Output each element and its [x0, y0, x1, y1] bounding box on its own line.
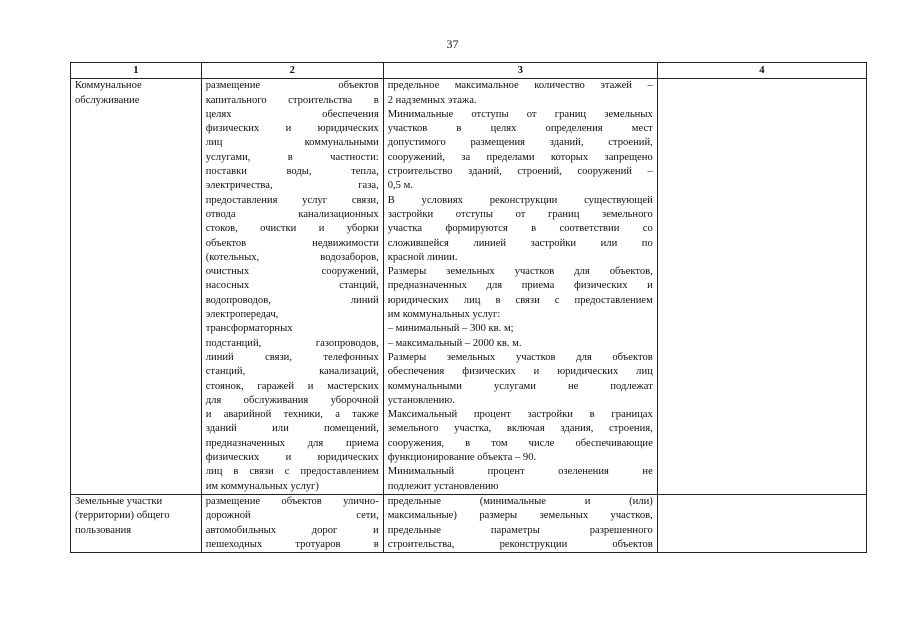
cell-text-line: участка формируются в соответствии со [387, 223, 653, 235]
cell-text-line: капитального строительства в [205, 94, 379, 106]
cell-text-line: пользования [75, 524, 132, 536]
cell-text-line: Размеры земельных участков для объектов, [387, 266, 653, 278]
cell-text-line: целях обеспечения [205, 108, 379, 120]
cell-text-line: предоставления услуг связи, [205, 194, 379, 206]
cell-text-line: установлению. [387, 394, 455, 406]
table-cell-col-2 [201, 79, 383, 495]
cell-text-line: 2 надземных этажа. [387, 94, 477, 106]
cell-text-line: поставки воды, тепла, [205, 166, 379, 178]
cell-text-line: подлежит установлению [387, 480, 499, 492]
cell-text-line: пешеходных тротуаров в [205, 538, 379, 550]
cell-text-line: Земельные участки [75, 495, 163, 507]
table-cell-col-4 [657, 494, 866, 552]
table-cell-col-4 [657, 79, 866, 495]
cell-text-line: предельное максимальное количество этажей – [387, 80, 653, 92]
cell-text-line: стоянок, гаражей и мастерских [205, 380, 379, 392]
cell-text-line: подстанций, газопроводов, [205, 337, 379, 349]
cell-text-line: электричества, газа, [205, 180, 379, 192]
cell-text-line: участков в целях определения мест [387, 123, 653, 135]
cell-text-line: зданий или помещений, [205, 423, 379, 435]
cell-text-line: отвода канализационных [205, 208, 379, 220]
cell-text-line: красной линии. [387, 251, 458, 263]
header-row [71, 63, 867, 79]
table-cell-col-3 [383, 494, 657, 552]
cell-text-line: предназначенных для приема физических и [387, 280, 653, 292]
cell-text-line: очистных сооружений, [205, 266, 379, 278]
cell-text-line: Коммунальное [75, 80, 142, 92]
cell-text-line: предназначенных для приема [205, 437, 379, 449]
cell-text-line: дорожной сети, [205, 510, 379, 522]
table-cell-col-1 [71, 79, 202, 495]
cell-text-line: Минимальный процент озеленения не [387, 466, 653, 478]
cell-text-line: обеспечения физических и юридических лиц [387, 366, 653, 378]
cell-text-line: сооружения, в том числе обеспечивающие [387, 437, 653, 449]
cell-text-line: физических и юридических [205, 123, 379, 135]
table-cell-col-3 [383, 79, 657, 495]
cell-text-line: стоков, очистки и уборки [205, 223, 379, 235]
cell-text-line: (котельных, водозаборов, [205, 251, 379, 263]
cell-text-line: размещение объектов улично- [205, 495, 379, 507]
cell-text-line: допустимого размещения зданий, строений, [387, 137, 653, 149]
cell-text-line: водопроводов, линий [205, 294, 379, 306]
regulations-table [70, 62, 867, 553]
table-body [71, 79, 867, 553]
cell-text-line: максимальные) размеры земельных участков, [387, 510, 653, 522]
cell-text-line: функционирование объекта – 90. [387, 452, 537, 464]
cell-text-line: автомобильных дорог и [205, 524, 379, 536]
cell-text-line: коммунальными услугами не подлежат [387, 380, 653, 392]
cell-text-line: электропередач, [205, 309, 279, 321]
cell-text-line: Минимальные отступы от границ земельных [387, 108, 653, 120]
cell-text-line: – минимальный – 300 кв. м; [387, 323, 514, 335]
cell-text-line: лиц коммунальными [205, 137, 379, 149]
cell-text-line: объектов недвижимости [205, 237, 379, 249]
page-number: 37 [446, 37, 459, 51]
cell-text-line: им коммунальных услуг) [205, 480, 319, 492]
cell-text-line: размещение объектов [205, 80, 379, 92]
table-cell-col-2 [201, 494, 383, 552]
cell-text-line: Максимальный процент застройки в границах [387, 409, 653, 421]
cell-text-line: насосных станций, [205, 280, 379, 292]
cell-text-line: трансформаторных [205, 323, 293, 335]
cell-text-line: услугами, в частности: [205, 151, 379, 163]
cell-text-line: застройки отступы от границ земельного [387, 208, 653, 220]
cell-text-line: сооружений, за пределами которых запрещено [387, 151, 653, 163]
cell-text-line: предельные (минимальные и (или) [387, 495, 653, 507]
cell-text-line: сложившейся линией застройки или по [387, 237, 653, 249]
cell-text-line: и аварийной техники, а также [205, 409, 379, 421]
header-col-1: 1 [71, 63, 202, 79]
cell-text-line: В условиях реконструкции существующей [387, 194, 653, 206]
cell-text-line: строительство зданий, строений, сооружений – [387, 166, 653, 178]
cell-text-line: им коммунальных услуг: [387, 309, 501, 321]
cell-text-line: для обслуживания уборочной [205, 394, 379, 406]
table-row [71, 494, 867, 552]
header-col-3: 3 [383, 63, 657, 79]
cell-text-line: линий связи, телефонных [205, 351, 379, 363]
cell-text-line: станций, канализаций, [205, 366, 379, 378]
cell-text-line: обслуживание [75, 94, 140, 106]
cell-text-line: 0,5 м. [387, 180, 413, 192]
cell-text-line: Размеры земельных участков для объектов [387, 351, 653, 363]
cell-text-line: предельные параметры разрешенного [387, 524, 653, 536]
cell-text-line: земельного участка, включая здания, строения, [387, 423, 653, 435]
cell-text-line: юридических лиц в связи с предоставлением [387, 294, 653, 306]
header-col-2: 2 [201, 63, 383, 79]
cell-text-line: строительства, реконструкции объектов [387, 538, 653, 550]
cell-text-line: лиц в связи с предоставлением [205, 466, 379, 478]
table-cell-col-1 [71, 494, 202, 552]
cell-text-line: – максимальный – 2000 кв. м. [387, 337, 522, 349]
cell-text-line: (территории) общего [75, 510, 170, 522]
header-col-4: 4 [657, 63, 866, 79]
cell-text-line: физических и юридических [205, 452, 379, 464]
table-row [71, 79, 867, 495]
